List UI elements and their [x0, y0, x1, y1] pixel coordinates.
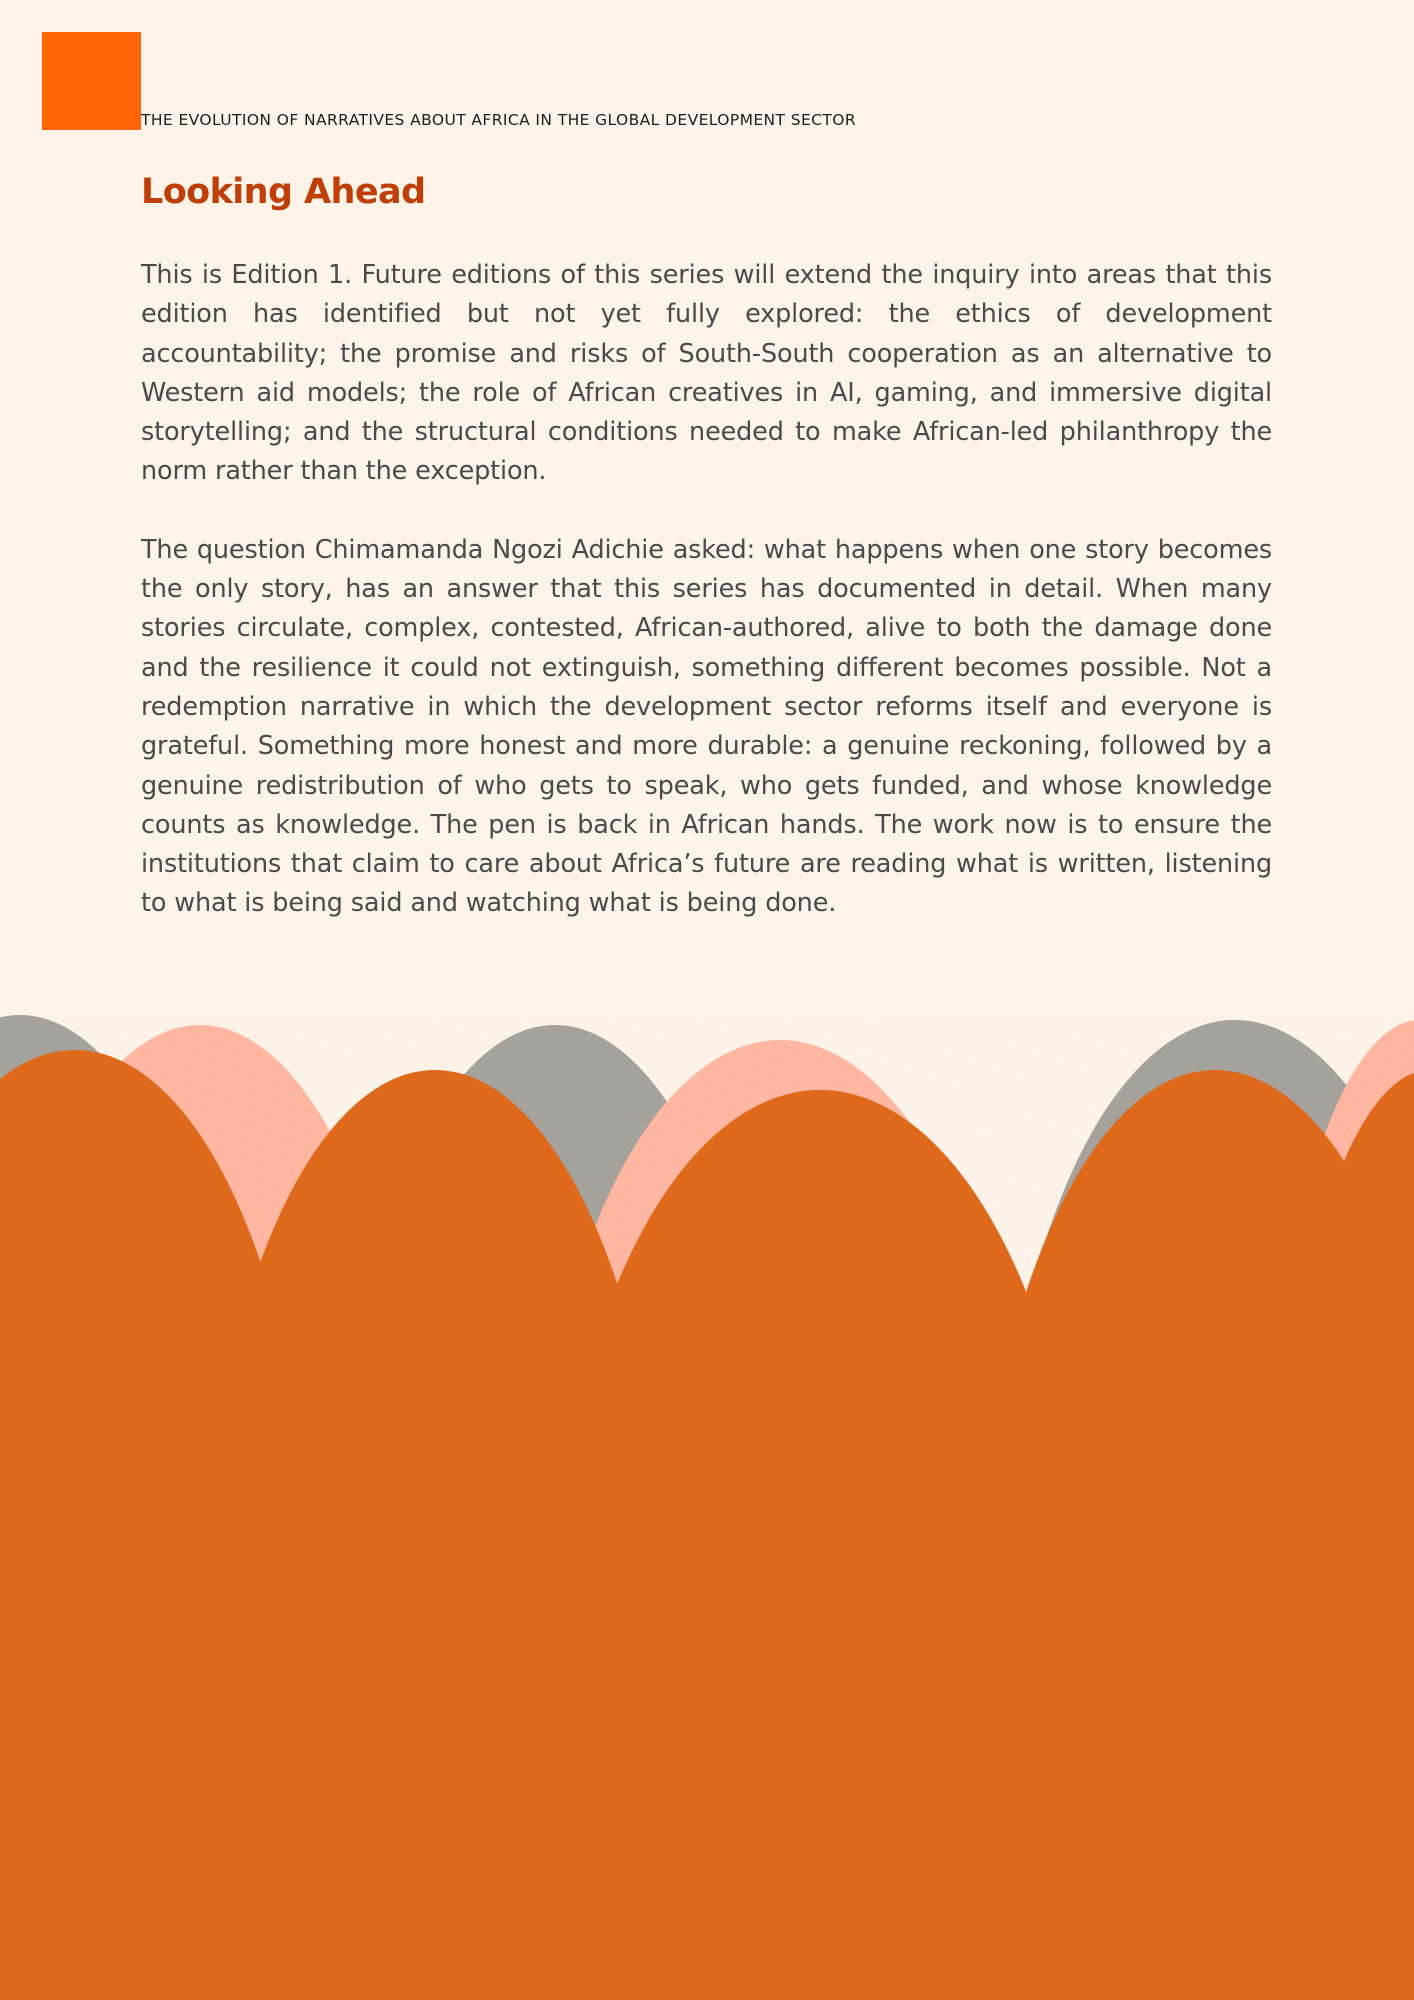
- body-text: [141, 256, 1272, 963]
- decorative-artwork: [0, 1010, 1414, 2000]
- paragraph-2: The question Chimamanda Ngozi Adichie asked: what happens when one story becomes the only story, has an answer that this series has documented in detail. When many stories circulate, complex, contested, African-authored, alive to both the damage done and the resilience it could not extinguish, something different becomes possible. Not a redemption narrative in which the development sector reforms itself and everyone is grateful. Something more honest and more durable: a genuine reckoning, followed by a genuine redistribution of who gets to speak, who gets funded, and whose knowledge counts as knowledge. The pen is back in African hands. The work now is to ensure the institutions that claim to care about Africa’s future are reading what is written, listening to what is being said and watching what is being done.: [141, 534, 1272, 919]
- paragraph-1: This is Edition 1. Future editions of this series will extend the inquiry into areas that this edition has identified but not yet fully explored: the ethics of development accountability; the promise and risks of South-South cooperation as an alternative to Western aid models; the role of African creatives in AI, gaming, and immersive digital storytelling; and the structural conditions needed to make African-led philanthropy the norm rather than the exception.: [141, 260, 1272, 487]
- corner-accent-square: [42, 32, 141, 130]
- running-header: THE EVOLUTION OF NARRATIVES ABOUT AFRICA IN THE GLOBAL DEVELOPMENT SECTOR: [141, 111, 857, 129]
- artwork-texture: [0, 1010, 1414, 2000]
- section-title: Looking Ahead: [141, 172, 426, 212]
